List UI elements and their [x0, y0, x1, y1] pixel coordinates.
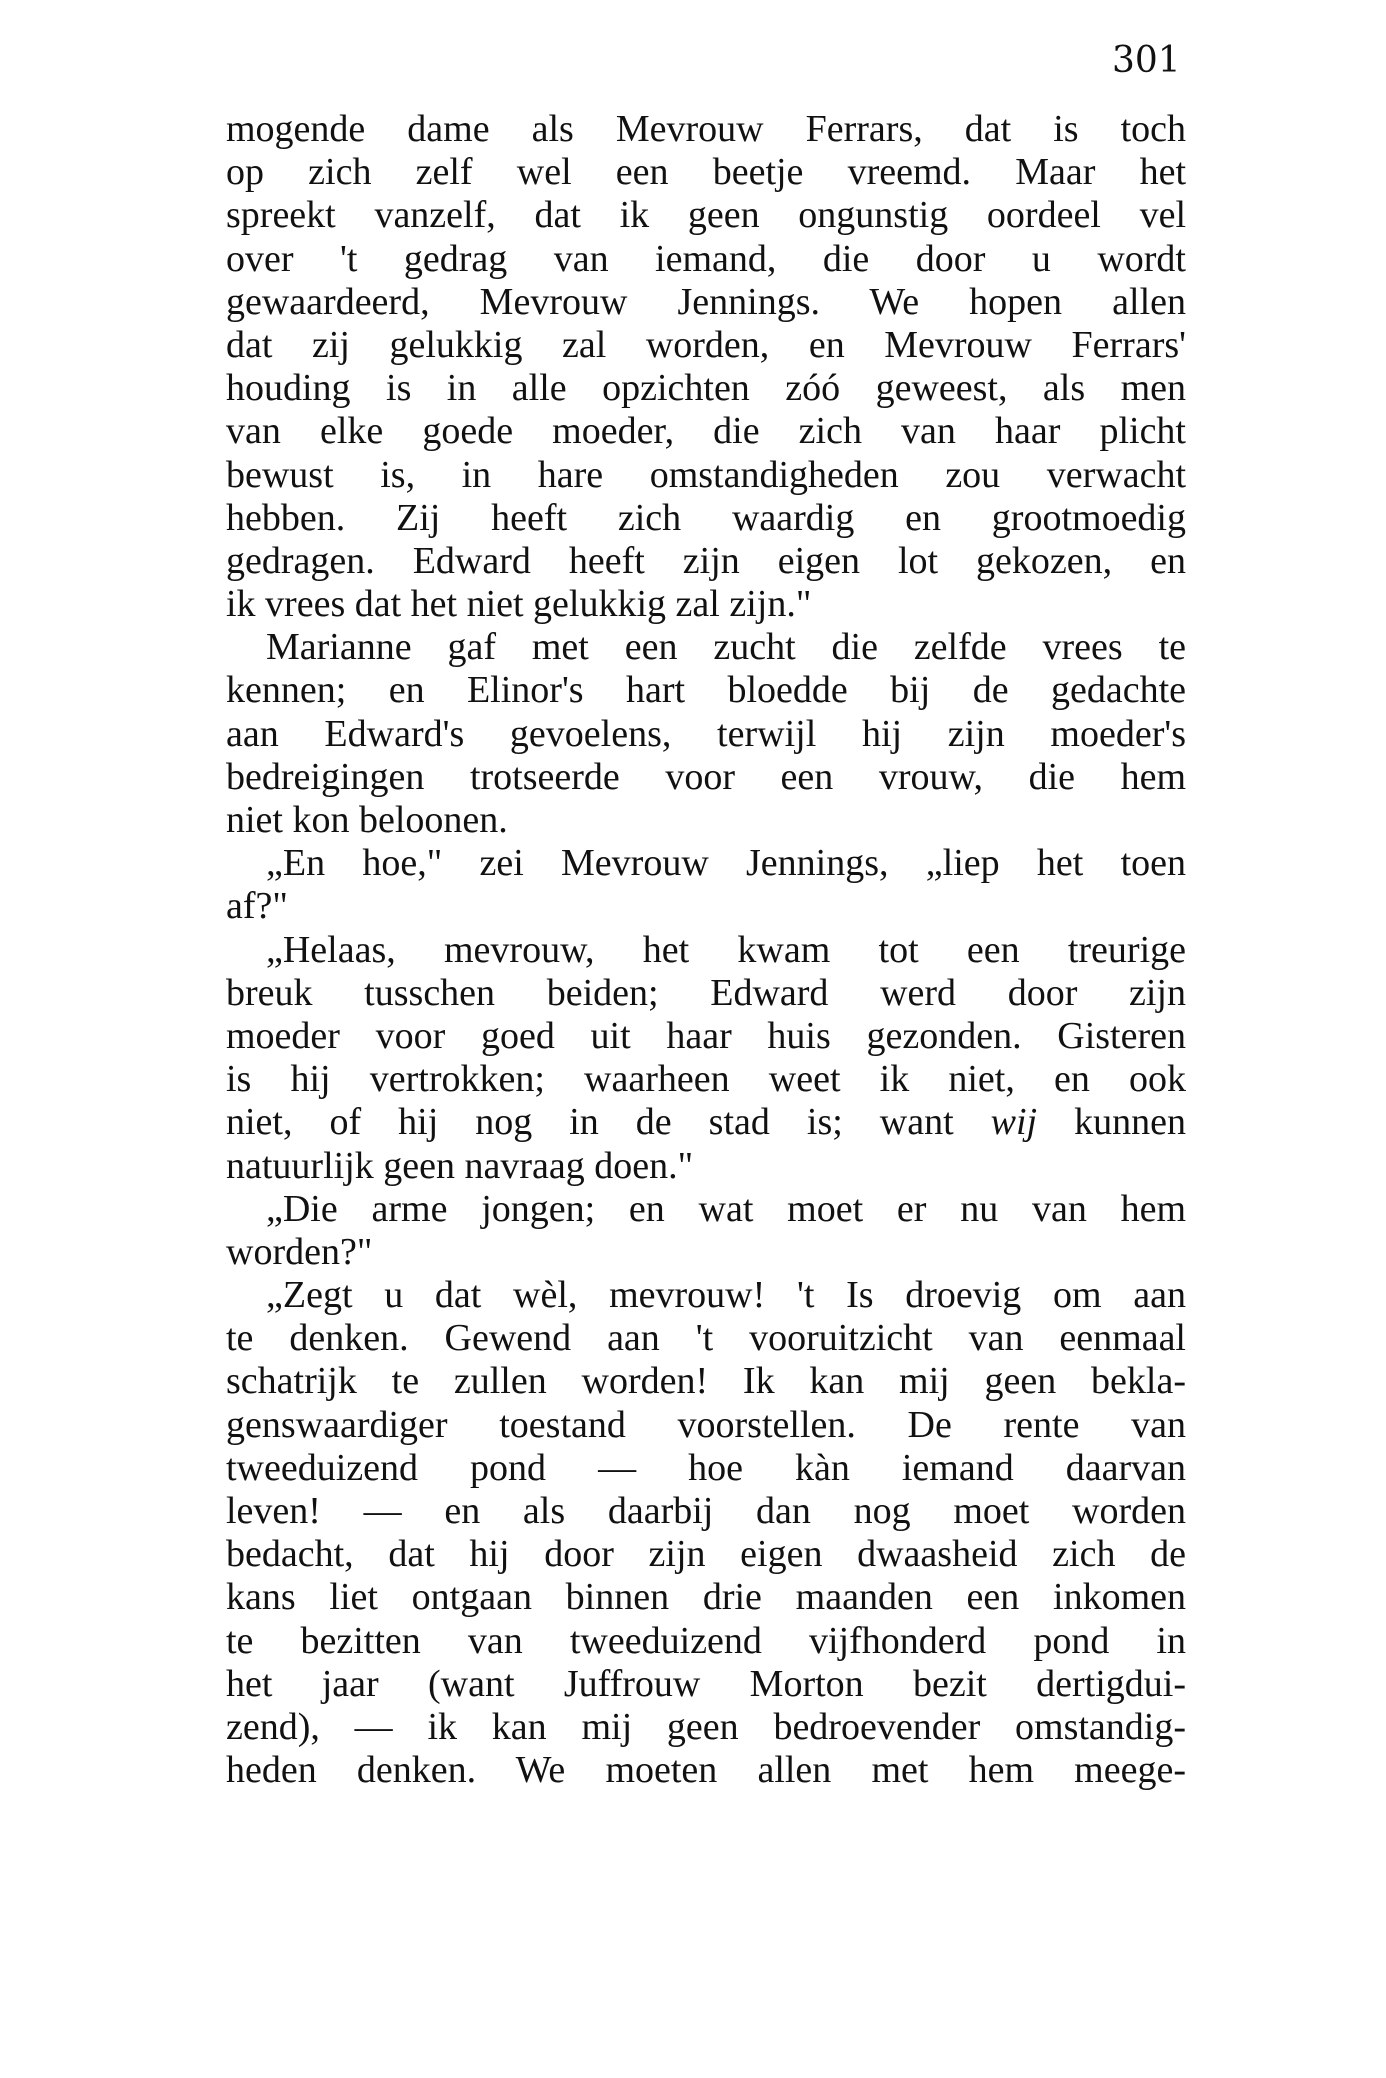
text-line: bedreigingen trotseerde voor een vrouw, die hem — [226, 755, 1186, 798]
text-line: tweeduizend pond — hoe kàn iemand daarvan — [226, 1446, 1186, 1489]
text-line: „Zegt u dat wèl, mevrouw! 't Is droevig om aan — [266, 1274, 1186, 1317]
text-line: genswaardiger toestand voorstellen. De rente van — [226, 1403, 1186, 1446]
text-line: kennen; en Elinor's hart bloedde bij de gedachte — [226, 669, 1186, 712]
text-line: „En hoe," zei Mevrouw Jennings, „liep het toen — [266, 842, 1186, 885]
text-line: niet kon beloonen. — [226, 799, 508, 841]
text-line: zend), — ik kan mij geen bedroevender omstandig- — [226, 1705, 1186, 1748]
text-line: op zich zelf wel een beetje vreemd. Maar het — [226, 151, 1186, 194]
text-line: moeder voor goed uit haar huis gezonden. Gisteren — [226, 1014, 1186, 1057]
text-line: Marianne gaf met een zucht die zelfde vrees te — [266, 626, 1186, 669]
text-line: af?" — [226, 885, 288, 928]
text-line: hebben. Zij heeft zich waardig en grootmoedig — [226, 496, 1186, 539]
text-line: van elke goede moeder, die zich van haar plicht — [226, 410, 1186, 453]
text-line: „Helaas, mevrouw, het kwam tot een treurige — [266, 928, 1186, 971]
text-line: ik vrees dat het niet gelukkig zal zijn." — [226, 583, 812, 626]
text-line: te denken. Gewend aan 't vooruitzicht van eenmaal — [226, 1317, 1186, 1360]
text-line: het jaar (want Juffrouw Morton bezit dertigdui- — [226, 1662, 1186, 1705]
text-line — [226, 1101, 1186, 1144]
text-line: gewaardeerd, Mevrouw Jennings. We hopen allen — [226, 280, 1186, 323]
text-line: bewust is, in hare omstandigheden zou verwacht — [226, 453, 1186, 496]
text-line: breuk tusschen beiden; Edward werd door zijn — [226, 971, 1186, 1014]
text-line: mogende dame als Mevrouw Ferrars, dat is toch — [226, 108, 1186, 150]
text-line: bedacht, dat hij door zijn eigen dwaasheid zich de — [226, 1533, 1186, 1576]
text-line: schatrijk te zullen worden! Ik kan mij geen bekla- — [226, 1360, 1186, 1403]
text-line: heden denken. We moeten allen met hem meege- — [226, 1749, 1186, 1792]
text-segment: kunnen — [1037, 1101, 1186, 1144]
text-line: spreekt vanzelf, dat ik geen ongunstig oordeel vel — [226, 194, 1186, 237]
text-line: is hij vertrokken; waarheen weet ik niet, en ook — [226, 1058, 1186, 1101]
page-number: 301 — [1112, 40, 1181, 81]
text-line: leven! — en als daarbij dan nog moet worden — [226, 1490, 1186, 1532]
text-segment: niet, of hij nog in de stad is; want — [226, 1101, 991, 1144]
text-line: kans liet ontgaan binnen drie maanden een inkomen — [226, 1576, 1186, 1619]
text-line: te bezitten van tweeduizend vijfhonderd pond in — [226, 1619, 1186, 1662]
text-line: over 't gedrag van iemand, die door u wordt — [226, 237, 1186, 280]
text-line: aan Edward's gevoelens, terwijl hij zijn moeder's — [226, 712, 1186, 755]
text-line: houding is in alle opzichten zóó geweest, als men — [226, 367, 1186, 410]
italic-word: wij — [990, 1101, 1038, 1144]
text-line: worden?" — [226, 1230, 373, 1273]
text-line: „Die arme jongen; en wat moet er nu van hem — [266, 1187, 1186, 1230]
text-line: natuurlijk geen navraag doen." — [226, 1144, 694, 1187]
text-line: dat zij gelukkig zal worden, en Mevrouw Ferrars' — [226, 323, 1186, 366]
body-text — [226, 108, 1186, 1792]
text-line: gedragen. Edward heeft zijn eigen lot gekozen, en — [226, 539, 1186, 582]
